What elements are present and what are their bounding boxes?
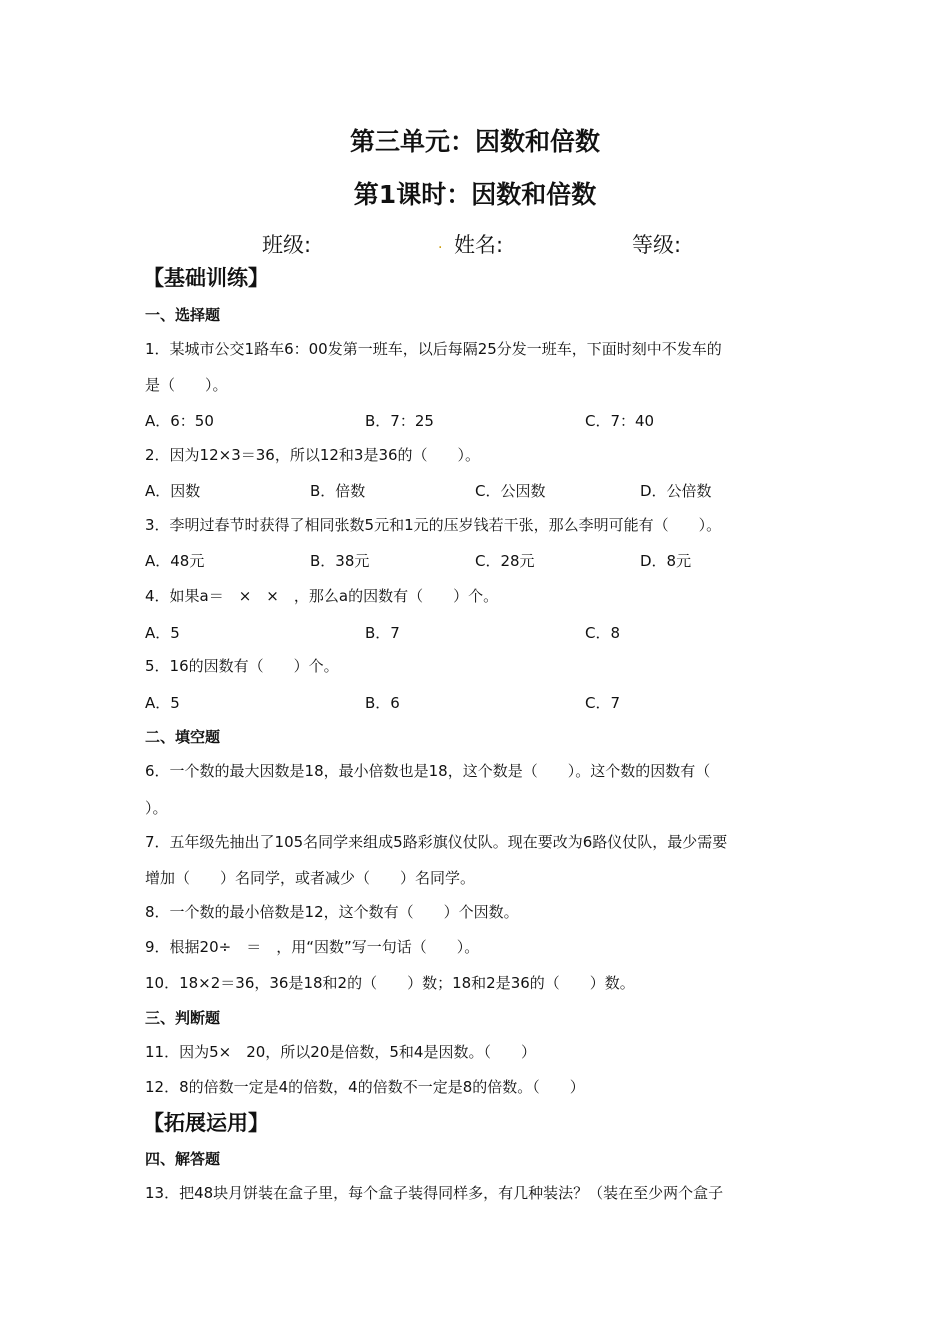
q3-option-b: B．38元: [310, 552, 370, 570]
unit-title: 第三单元：因数和倍数: [349, 127, 600, 156]
question-10: 10．18×2＝36，36是18和2的（ ）数；18和2是36的（ ）数。: [145, 974, 635, 992]
question-5: 5．16的因数有（ ）个。: [145, 657, 339, 675]
question-3: 3．李明过春节时获得了相同张数5元和1元的压岁钱若干张，那么李明可能有（ ）。: [145, 516, 722, 534]
question-9: 9．根据20÷ ＝ ，用“因数”写一句话（ ）。: [145, 938, 480, 956]
q1-option-c: C．7：40: [585, 412, 655, 430]
q2-option-b: B．倍数: [310, 482, 366, 500]
question-6-line-1: 6．一个数的最大因数是18，最小倍数也是18，这个数是（ ）。这个数的因数有（: [145, 762, 711, 780]
question-4: 4．如果a＝ × × ，那么a的因数有（ ）个。: [145, 587, 499, 605]
question-1-line-2: 是（ ）。: [145, 376, 228, 394]
part-judge-heading: 三、判断题: [145, 1009, 221, 1027]
class-label: 班级:: [262, 233, 312, 257]
q3-option-a: A．48元: [145, 552, 205, 570]
q2-option-d: D．公倍数: [640, 482, 712, 500]
question-1-line-1: 1．某城市公交1路车6：00发第一班车，以后每隔25分发一班车，下面时刻中不发车的: [145, 340, 722, 358]
question-12: 12．8的倍数一定是4的倍数，4的倍数不一定是8的倍数。（ ）: [145, 1078, 585, 1096]
q2-option-a: A．因数: [145, 482, 201, 500]
part-answer-heading: 四、解答题: [145, 1150, 221, 1168]
q2-option-c: C．公因数: [475, 482, 546, 500]
question-7-line-1: 7．五年级先抽出了105名同学来组成5路彩旗仪仗队。现在要改为6路仪仗队，最少需要: [145, 833, 728, 851]
question-2: 2．因为12×3＝36，所以12和3是36的（ ）。: [145, 446, 481, 464]
question-7-line-2: 增加（ ）名同学，或者减少（ ）名同学。: [145, 869, 476, 887]
part-fill-heading: 二、填空题: [145, 728, 221, 746]
field-dot: .: [438, 236, 443, 252]
q3-option-c: C．28元: [475, 552, 535, 570]
question-13: 13．把48块月饼装在盒子里，每个盒子装得同样多，有几种装法？（装在至少两个盒子: [145, 1184, 724, 1202]
q1-option-a: A．6：50: [145, 412, 214, 430]
question-11: 11．因为5× 20，所以20是倍数，5和4是因数。（ ）: [145, 1043, 536, 1061]
q1-option-b: B．7：25: [365, 412, 434, 430]
part-choice-heading: 一、选择题: [145, 306, 221, 324]
grade-label: 等级:: [632, 233, 682, 257]
section-extend-application: 【拓展运用】: [143, 1111, 269, 1135]
q4-option-a: A．5: [145, 624, 180, 642]
q5-option-a: A．5: [145, 694, 180, 712]
q5-option-b: B．6: [365, 694, 400, 712]
lesson-title: 第1课时：因数和倍数: [353, 180, 597, 209]
question-6-line-2: ）。: [145, 799, 168, 817]
section-basic-training: 【基础训练】: [143, 266, 269, 290]
q3-option-d: D．8元: [640, 552, 692, 570]
name-label: 姓名:: [454, 233, 504, 257]
question-8: 8．一个数的最小倍数是12，这个数有（ ）个因数。: [145, 903, 519, 921]
q4-option-c: C．8: [585, 624, 621, 642]
q4-option-b: B．7: [365, 624, 400, 642]
q5-option-c: C．7: [585, 694, 621, 712]
